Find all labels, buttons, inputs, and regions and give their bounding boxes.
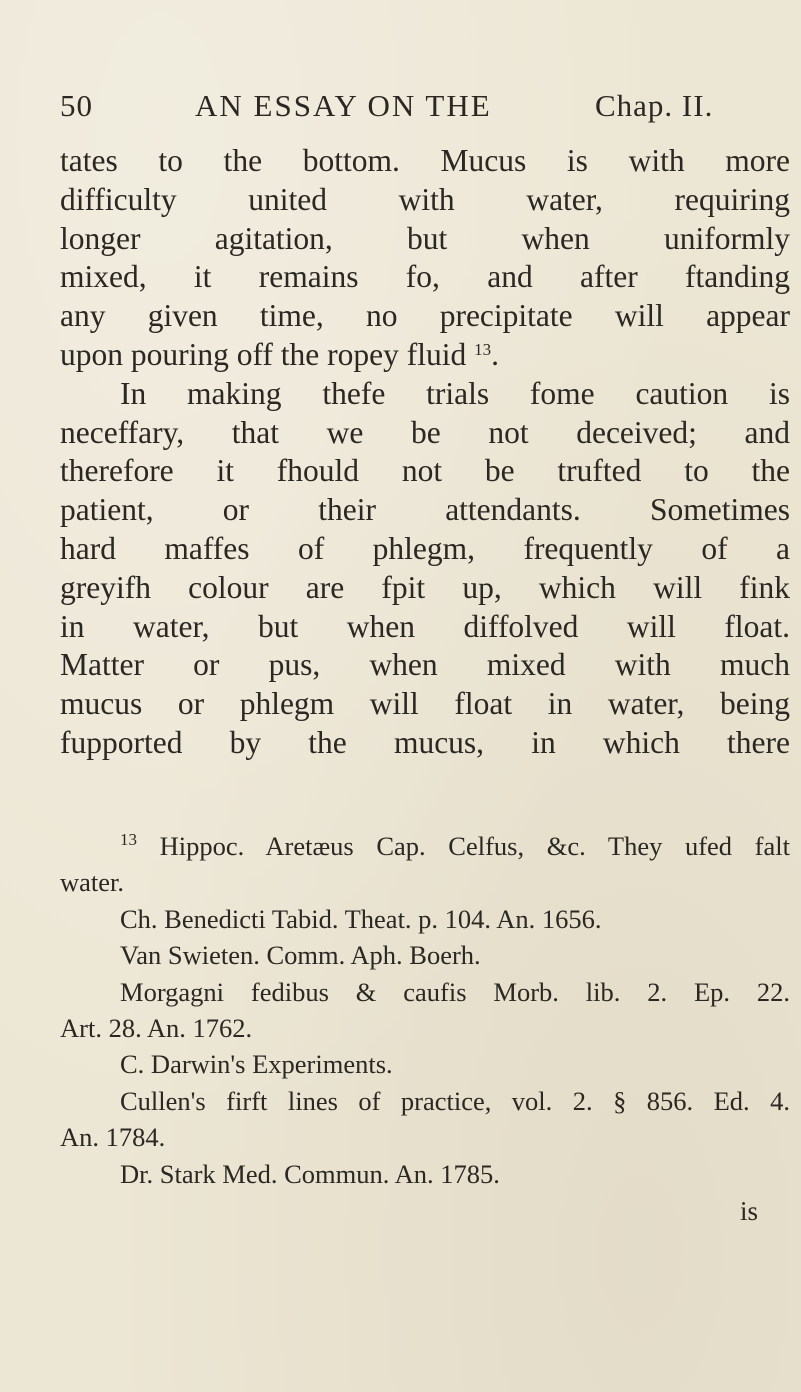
footnote-line: Dr. Stark Med. Commun. An. 1785. xyxy=(120,1158,500,1189)
body-line: patient, or their attendants. Sometimes xyxy=(60,492,790,528)
footnote-line: An. 1784. xyxy=(60,1122,166,1153)
footnotes xyxy=(60,828,790,1192)
running-title: AN ESSAY ON THE xyxy=(195,88,492,123)
footnote-line: water. xyxy=(60,867,125,898)
body-line: Matter or pus, when mixed with much xyxy=(60,647,790,683)
body-line: longer agitation, but when uniformly xyxy=(60,220,790,256)
body-line: therefore it fhould not be trufted to the xyxy=(60,453,790,489)
body-line xyxy=(60,336,790,375)
footnote-line: Art. 28. An. 1762. xyxy=(60,1013,253,1044)
footnote-text: Hippoc. Aretæus Cap. Celfus, &c. They ufed falt xyxy=(159,831,790,861)
body-line: in water, but when diffolved will float. xyxy=(60,608,790,644)
page-number: 50 xyxy=(60,88,93,123)
body-line: difficulty united with water, requiring xyxy=(60,181,790,217)
body-line: In making thefe trials fome caution is xyxy=(120,375,790,411)
footnote-reference-period: . xyxy=(491,336,499,372)
footnote-line xyxy=(60,828,790,864)
body-line: mucus or phlegm will float in water, being xyxy=(60,686,790,722)
catchword: is xyxy=(740,1196,759,1226)
chapter-label: Chap. II. xyxy=(595,88,714,123)
body-line: fupported by the mucus, in which there xyxy=(60,724,790,760)
body-line-text: upon pouring off the ropey fluid xyxy=(60,336,467,372)
body-line: neceffary, that we be not deceived; and xyxy=(60,414,790,450)
footnote-marker: 13 xyxy=(120,830,137,849)
footnote-reference: 13 xyxy=(474,339,492,359)
footnote-line: C. Darwin's Experiments. xyxy=(120,1049,393,1080)
body-line: hard maffes of phlegm, frequently of a xyxy=(60,530,790,566)
body-text xyxy=(60,142,790,763)
body-line: greyifh colour are fpit up, which will fink xyxy=(60,569,790,605)
body-line: tates to the bottom. Mucus is with more xyxy=(60,143,790,178)
body-line: mixed, it remains fo, and after ftanding xyxy=(60,259,790,295)
footnote-line: Ch. Benedicti Tabid. Theat. p. 104. An. 1656. xyxy=(120,903,602,934)
body-line: any given time, no precipitate will appear xyxy=(60,298,790,334)
footnote-line: Cullen's firft lines of practice, vol. 2. § 856. Ed. 4. xyxy=(120,1085,790,1116)
footnote-line: Van Swieten. Comm. Aph. Boerh. xyxy=(120,940,481,971)
running-head xyxy=(60,88,790,132)
footnote-line: Morgagni fedibus & caufis Morb. lib. 2. Ep. 22. xyxy=(120,976,790,1007)
